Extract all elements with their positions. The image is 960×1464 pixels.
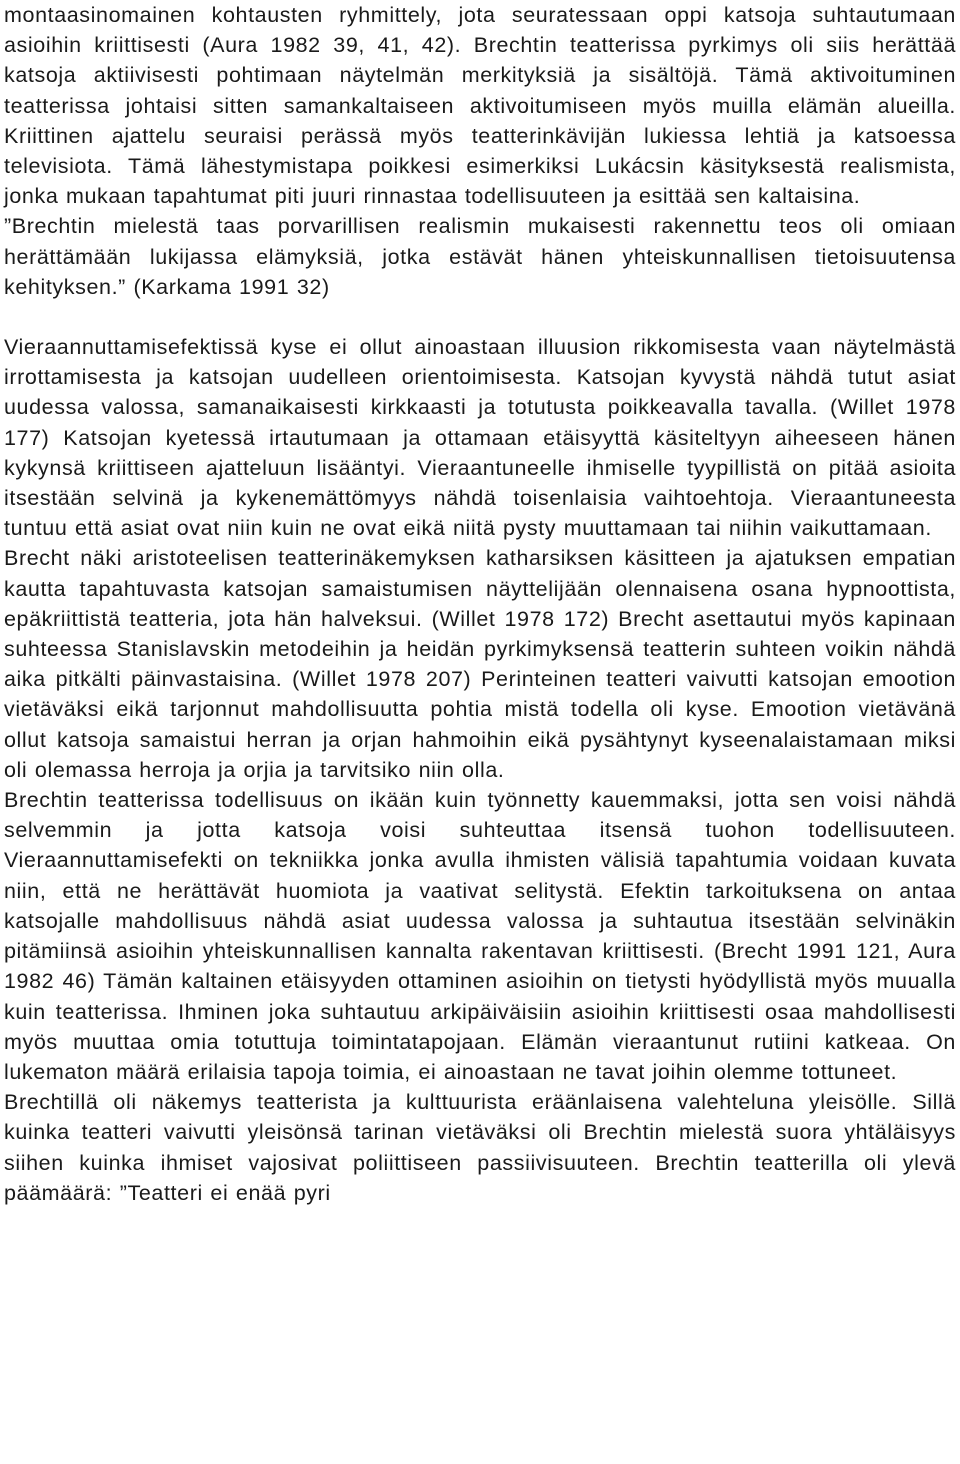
paragraph-6: Brechtillä oli näkemys teatterista ja kulttuurista eräänlaisena valehteluna yleisölle. Sillä kuinka teatteri vaivutti yleisönsä tarinan vietäväksi oli Brechtin mielestä suora yhtäläisyys siihen kuinka ihmiset vajosivat poliittiseen passiivisuuteen. Brechtin teatterilla oli ylevä päämäärä: ”Teatteri ei enää pyri — [4, 1090, 956, 1205]
paragraph-3: Vieraannuttamisefektissä kyse ei ollut ainoastaan illuusion rikkomisesta vaan näytelmästä irrottamisesta ja katsojan uudelleen orientoimisesta. Katsojan kyvystä nähdä tutut asiat uudessa valossa, samanaikaisesti kirkkaasti ja totutusta poikkeavalla tavalla. (Willet 1978 177) Katsojan kyetessä irtautumaan ja ottamaan etäisyyttä käsiteltyyn aiheeseen hänen kykynsä kriittiseen ajatteluun lisääntyi. Vieraantuneelle ihmiselle tyypillistä on pitää asioita itsestään selvinä ja kykenemättömyys nähdä toisenlaisia vaihtoehtoja. Vieraantuneesta tuntuu että asiat ovat niin kuin ne ovat eikä niitä pysty muuttamaan tai niihin vaikuttamaan. — [4, 335, 956, 541]
paragraph-4: Brecht näki aristoteelisen teatterinäkemyksen katharsiksen käsitteen ja ajatuksen empatian kautta tapahtuvasta katsojan samaistumisen näyttelijään olennaisena osana hypnoottista, epäkriittistä teatteria, jota hän halveksui. (Willet 1978 172) Brecht asettautui myös kapinaan suhteessa Stanislavskin metodeihin ja heidän pyrkimyksensä teatterin suhteen voikin nähdä aika pitkälti päinvastaisina. (Willet 1978 207) Perinteinen teatteri vaivutti katsojan emootion vietäväksi eikä tarjonnut mahdollisuutta pohtia mistä todella oli kyse. Emootion vietävänä ollut katsoja samaistui herran ja orjan hahmoihin eikä pysähtynyt kyseenalaistamaan miksi oli olemassa herroja ja orjia ja tarvitsiko niin olla. — [4, 546, 956, 782]
paragraph-2-quote: ”Brechtin mielestä taas porvarillisen realismin mukaisesti rakennettu teos oli omiaan herättämään lukijassa elämyksiä, jotka estävät hänen yhteiskunnallisen tietoisuutensa kehityksen.” (Karkama 1991 32) — [4, 214, 956, 299]
paragraph-1: montaasinomainen kohtausten ryhmittely, jota seuratessaan oppi katsoja suhtautumaan asioihin kriittisesti (Aura 1982 39, 41, 42). Brechtin teatterissa pyrkimys oli siis herättää katsoja aktiivisesti pohtimaan näytelmän merkityksiä ja sisältöjä. Tämä aktivoituminen teatterissa johtaisi sitten samankaltaiseen aktivoitumiseen myös muilla elämän alueilla. Kriittinen ajattelu seuraisi perässä myös teatterinkävijän lukiessa lehtiä ja katsoessa televisiota. Tämä lähestymistapa poikkesi esimerkiksi Lukácsin käsityksestä realismista, jonka mukaan tapahtumat piti juuri rinnastaa todellisuuteen ja esittää sen kaltaisina. — [4, 3, 956, 209]
paragraph-5: Brechtin teatterissa todellisuus on ikään kuin työnnetty kauemmaksi, jotta sen voisi nähdä selvemmin ja jotta katsoja voisi suhteuttaa itsensä tuohon todellisuuteen. Vieraannuttamisefekti on tekniikka jonka avulla ihmisten välisiä tapahtumia voidaan kuvata niin, että ne herättävät huomiota ja vaativat selitystä. Efektin tarkoituksena on antaa katsojalle mahdollisuus nähdä asiat uudessa valossa ja suhtautua itsestään selvinäkin pitämiinsä asioihin yhteiskunnallisen kannalta rakentavan kriittisesti. (Brecht 1991 121, Aura 1982 46) Tämän kaltainen etäisyyden ottaminen asioihin on tietysti hyödyllistä myös muualla kuin teatterissa. Ihminen joka suhtautuu arkipäiväisiin asioihin kriittisesti osaa mahdollisesti myös muuttaa omia totuttuja toimintatapojaan. Elämän vieraantunut rutiini katkeaa. On lukematon määrä erilaisia tapoja toimia, ei ainoastaan ne tavat joihin olemme tottuneet. — [4, 788, 956, 1084]
paragraph-gap — [4, 302, 956, 332]
document-page — [4, 0, 956, 1208]
